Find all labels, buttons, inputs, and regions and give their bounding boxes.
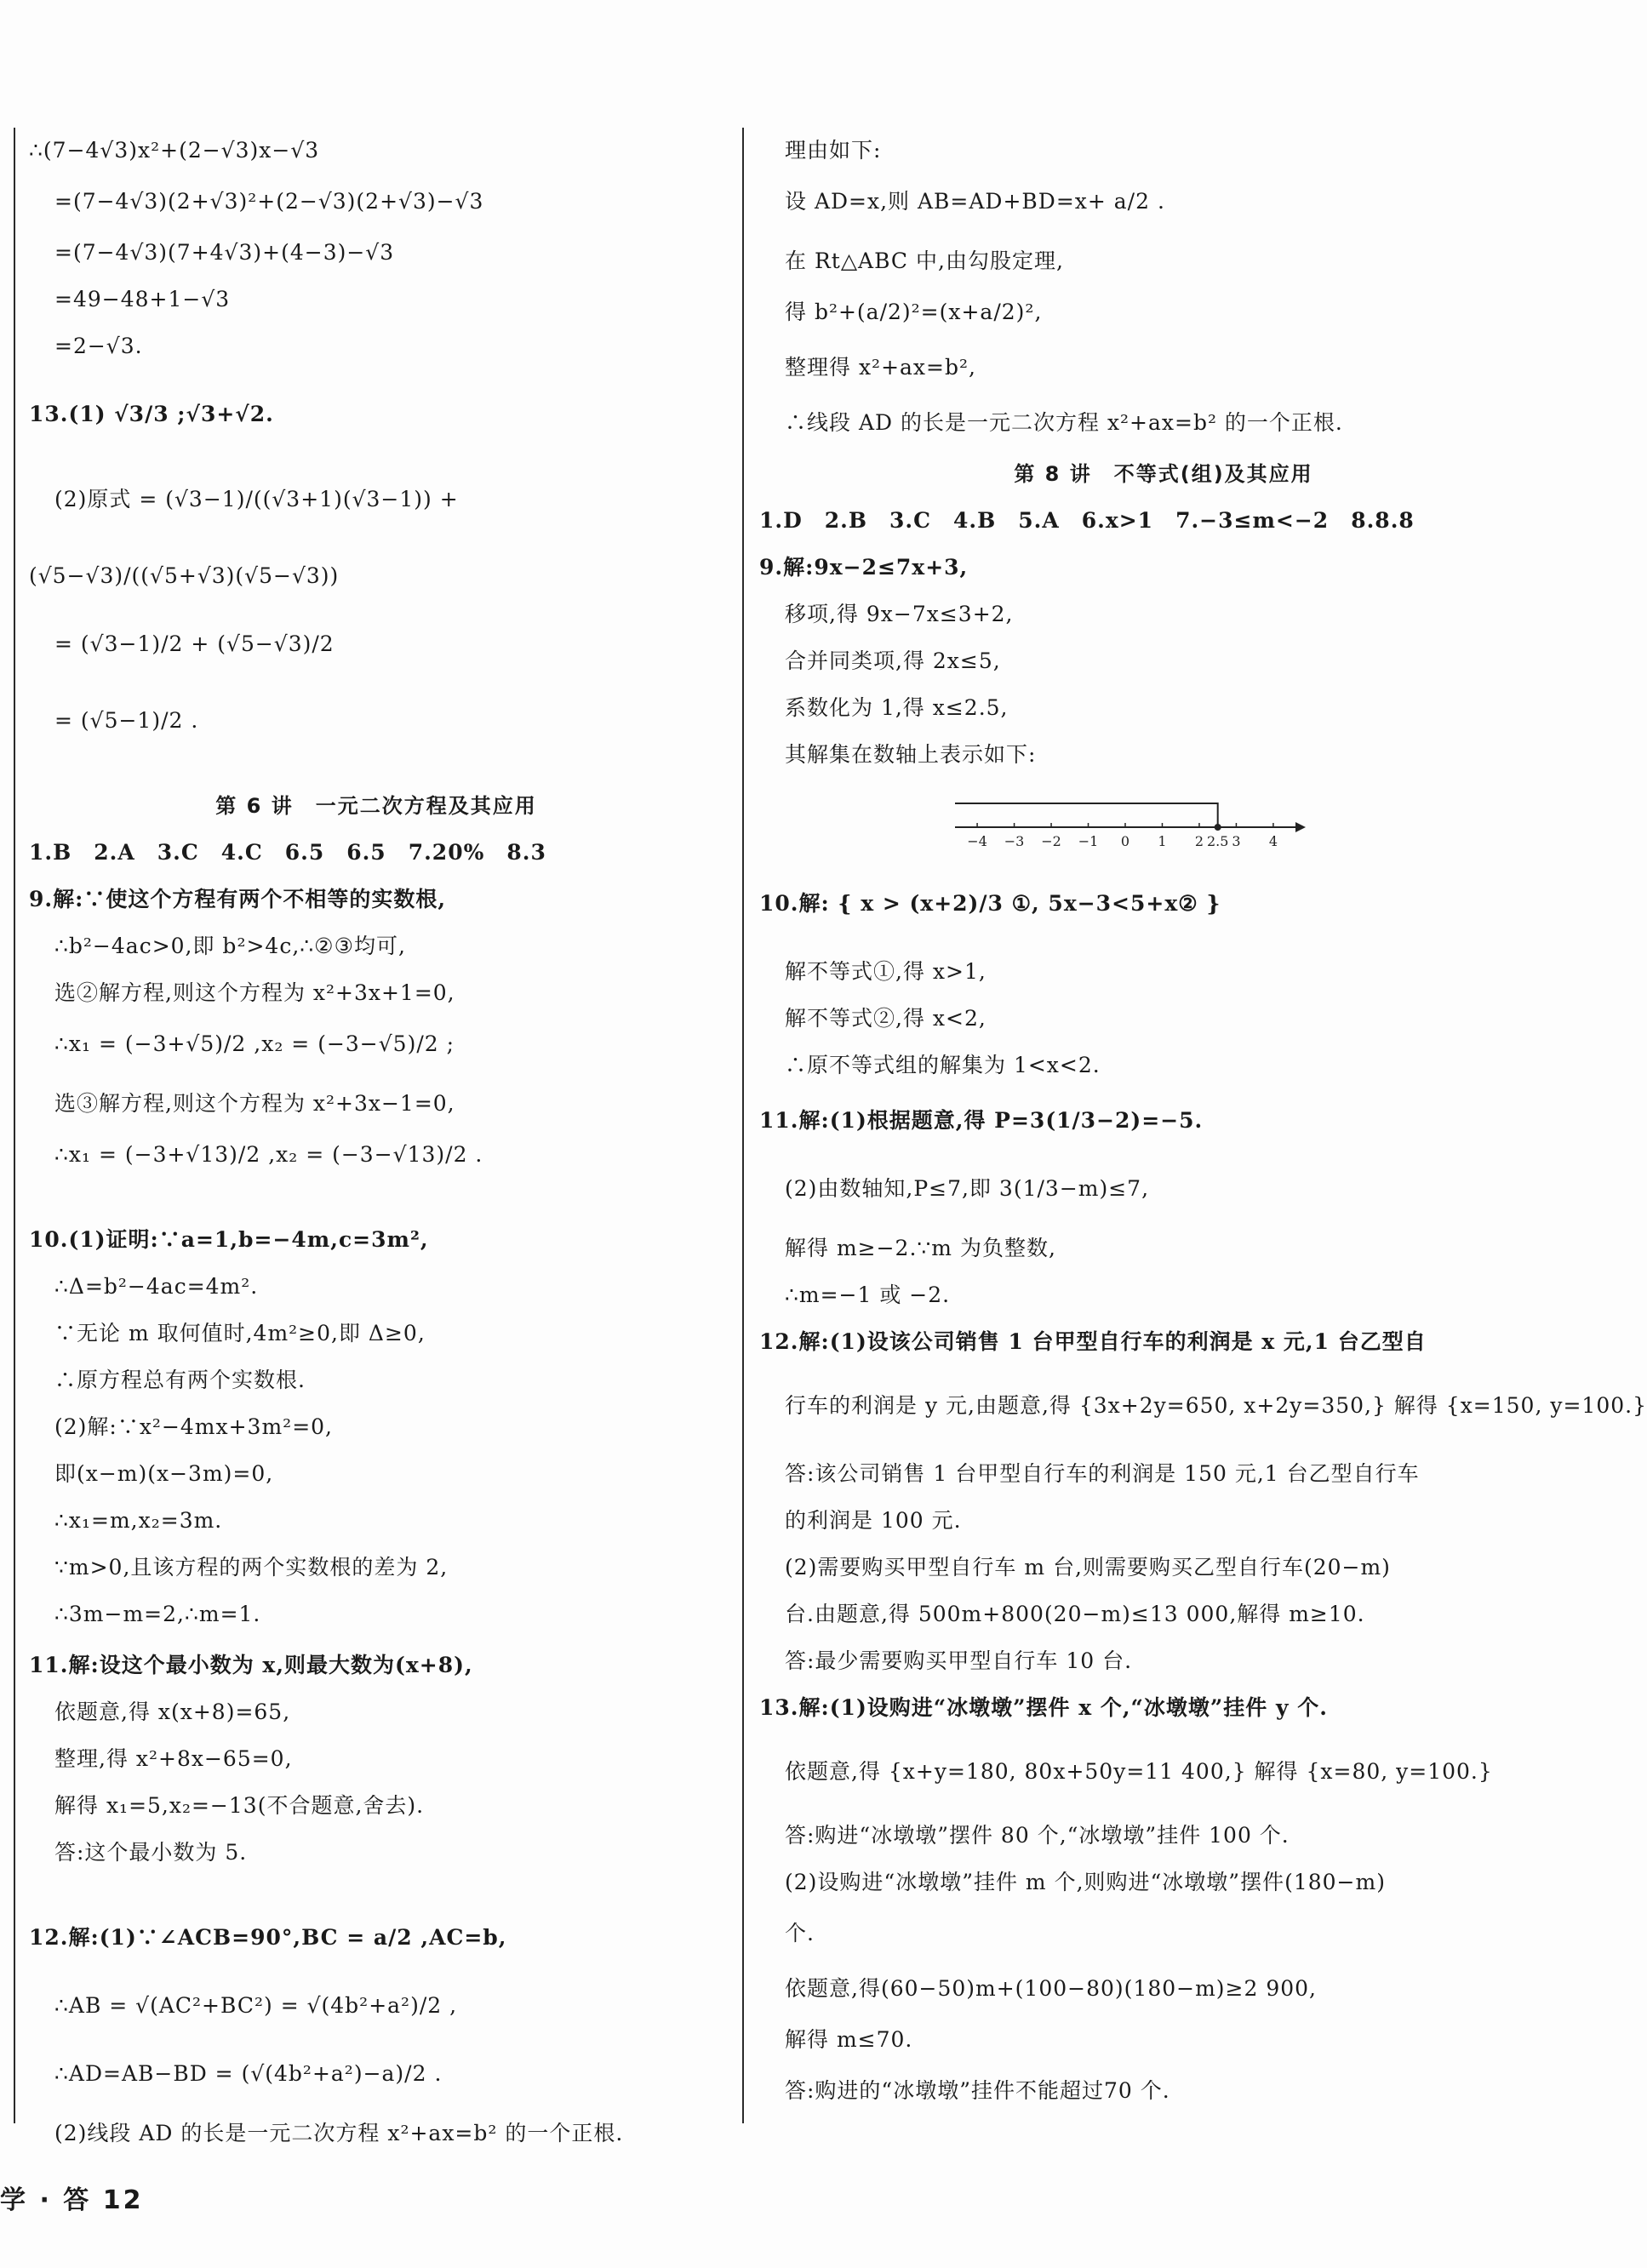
solution-set-bracket [955, 803, 1218, 827]
right_column-line: 答:购进的“冰墩墩”挂件不能超过70 个. [785, 2078, 1170, 2103]
number-line-figure [938, 785, 1312, 849]
right_column-line: 解得 m≥−2.∵m 为负整数, [785, 1236, 1056, 1260]
right_column-line: 答:购进“冰墩墩”摆件 80 个,“冰墩墩”挂件 100 个. [785, 1823, 1290, 1848]
right_column-line: 答:该公司销售 1 台甲型自行车的利润是 150 元,1 台乙型自行车 [785, 1461, 1420, 1486]
number-line-tick-label: −2 [1041, 833, 1061, 849]
number-line-tick-label: 0 [1120, 833, 1130, 849]
left_column-line: ∴AD=AB−BD = (√(4b²+a²)−a)/2 . [54, 2061, 443, 2086]
right_column-line: 解得 m≤70. [785, 2027, 913, 2052]
left_column-line: 整理,得 x²+8x−65=0, [54, 1746, 293, 1771]
left_column-line: ∴原方程总有两个实数根. [54, 1368, 306, 1392]
left_column-line: ∴(7−4√3)x²+(2−√3)x−√3 [29, 138, 320, 163]
right_column-line: 个. [785, 1921, 815, 1945]
left_column-line: 答:这个最小数为 5. [54, 1840, 248, 1865]
left_column-line: =49−48+1−√3 [54, 287, 231, 311]
number-line-tick-label: 4 [1268, 833, 1278, 849]
right_column-line: 依题意,得(60−50)m+(100−80)(180−m)≥2 900, [785, 1976, 1318, 2001]
left_column-line: 10.(1)证明:∵a=1,b=−4m,c=3m², [29, 1227, 429, 1252]
right_column-line: 12.解:(1)设该公司销售 1 台甲型自行车的利润是 x 元,1 台乙型自 [759, 1329, 1427, 1354]
right_column-line: 10.解: { x > (x+2)/3 ①, 5x−3<5+x② } [759, 891, 1221, 916]
number-line-tick-label: 3 [1232, 833, 1241, 849]
left_column-line: =2−√3. [54, 334, 143, 358]
right_column-line: 理由如下: [785, 138, 882, 163]
left_column-line: 选②解方程,则这个方程为 x²+3x+1=0, [54, 980, 455, 1005]
right_column-line: ∴原不等式组的解集为 1<x<2. [785, 1053, 1101, 1077]
right_column-line: (2)由数轴知,P≤7,即 3(1/3−m)≤7, [785, 1176, 1150, 1201]
right_column-line: 台.由题意,得 500m+800(20−m)≤13 000,解得 m≥10. [785, 1602, 1365, 1626]
left_column-line: (√5−√3)/((√5+√3)(√5−√3)) [29, 563, 340, 588]
number-line-tick-label: 2 [1194, 833, 1204, 849]
left_column-line: 11.解:设这个最小数为 x,则最大数为(x+8), [29, 1653, 473, 1677]
right_column-line: 整理得 x²+ax=b², [785, 355, 976, 380]
left_column-line: =(7−4√3)(2+√3)²+(2−√3)(2+√3)−√3 [54, 189, 484, 214]
left_column-line: (2)线段 AD 的长是一元二次方程 x²+ax=b² 的一个正根. [54, 2121, 624, 2145]
left_column-line: ∵无论 m 取何值时,4m²≥0,即 Δ≥0, [54, 1321, 426, 1345]
left_column-line: =(7−4√3)(7+4√3)+(4−3)−√3 [54, 240, 395, 265]
right_column-line: 1.D 2.B 3.C 4.B 5.A 6.x>1 7.−3≤m<−2 8.8.8 [759, 508, 1415, 533]
left_column-line: ∴b²−4ac>0,即 b²>4c,∴②③均可, [54, 934, 406, 958]
number-line-tick-label: 1 [1158, 833, 1167, 849]
left_column-line: ∴x₁=m,x₂=3m. [54, 1508, 223, 1533]
arrow-right-icon [1295, 822, 1306, 832]
right_column-line: 9.解:9x−2≤7x+3, [759, 555, 969, 580]
right_column-line: 行车的利润是 y 元,由题意,得 {3x+2y=650, x+2y=350,} 解得 {x=150, y=100.} [785, 1393, 1647, 1418]
right_column-line: 合并同类项,得 2x≤5, [785, 648, 1001, 673]
right_column-line: 答:最少需要购买甲型自行车 10 台. [785, 1648, 1133, 1673]
right_column-line: 解不等式②,得 x<2, [785, 1006, 986, 1031]
left_column-line: 9.解:∵使这个方程有两个不相等的实数根, [29, 887, 447, 911]
left_column-line: 1.B 2.A 3.C 4.C 6.5 6.5 7.20% 8.3 [29, 840, 546, 865]
left_column-line: (2)原式 = (√3−1)/((√3+1)(√3−1)) + [54, 487, 459, 511]
left_column-line: = (√3−1)/2 + (√5−√3)/2 [54, 631, 335, 656]
left_column-line: ∴AB = √(AC²+BC²) = √(4b²+a²)/2 , [54, 1993, 458, 2018]
right_column-line: 在 Rt△ABC 中,由勾股定理, [785, 249, 1064, 273]
left_column-line: 13.(1) √3/3 ;√3+√2. [29, 402, 274, 426]
left_column-line: ∴x₁ = (−3+√13)/2 ,x₂ = (−3−√13)/2 . [54, 1142, 483, 1167]
left_column-line: ∵m>0,且该方程的两个实数根的差为 2, [54, 1555, 449, 1580]
number-line-tick-label: 2.5 [1206, 833, 1229, 849]
right_column-line: (2)设购进“冰墩墩”挂件 m 个,则购进“冰墩墩”摆件(180−m) [785, 1870, 1386, 1894]
left_column-line: 即(x−m)(x−3m)=0, [54, 1461, 274, 1486]
number-line-tick-label: −3 [1004, 833, 1025, 849]
left_column-line: 12.解:(1)∵∠ACB=90°,BC = a/2 ,AC=b, [29, 1925, 507, 1950]
right_column-line: 设 AD=x,则 AB=AD+BD=x+ a/2 . [785, 189, 1165, 214]
left_column-line: 第 6 讲 一元二次方程及其应用 [215, 794, 537, 818]
left-margin-rule [14, 128, 15, 2123]
left_column-line: ∴x₁ = (−3+√5)/2 ,x₂ = (−3−√5)/2 ; [54, 1031, 455, 1056]
left_column-line: = (√5−1)/2 . [54, 708, 199, 733]
right_column-line: 13.解:(1)设购进“冰墩墩”摆件 x 个,“冰墩墩”挂件 y 个. [759, 1695, 1328, 1720]
right_column-line: 第 8 讲 不等式(组)及其应用 [1014, 462, 1313, 486]
page-footer: 学 · 答 12 [0, 2185, 144, 2215]
column-divider [742, 128, 744, 2123]
right_column-line: 解不等式①,得 x>1, [785, 959, 986, 984]
right_column-line: 其解集在数轴上表示如下: [785, 742, 1037, 767]
right_column-line: 系数化为 1,得 x≤2.5, [785, 695, 1009, 720]
right_column-line: 11.解:(1)根据题意,得 P=3(1/3−2)=−5. [759, 1108, 1204, 1133]
left_column-line: 选③解方程,则这个方程为 x²+3x−1=0, [54, 1091, 455, 1116]
right_column-line: (2)需要购买甲型自行车 m 台,则需要购买乙型自行车(20−m) [785, 1555, 1391, 1580]
right_column-line: 得 b²+(a/2)²=(x+a/2)², [785, 300, 1043, 324]
left_column-line: 依题意,得 x(x+8)=65, [54, 1700, 291, 1724]
right_column-line: ∴m=−1 或 −2. [785, 1283, 951, 1307]
number-line-tick-label: −4 [967, 833, 987, 849]
solution-endpoint-dot [1215, 824, 1221, 831]
right_column-line: ∴线段 AD 的长是一元二次方程 x²+ax=b² 的一个正根. [785, 410, 1343, 435]
left_column-line: ∴Δ=b²−4ac=4m². [54, 1274, 259, 1299]
left_column-line: (2)解:∵x²−4mx+3m²=0, [54, 1414, 333, 1439]
left_column-line: ∴3m−m=2,∴m=1. [54, 1602, 261, 1626]
right_column-line: 依题意,得 {x+y=180, 80x+50y=11 400,} 解得 {x=80, y=100.} [785, 1759, 1493, 1784]
right_column-line: 移项,得 9x−7x≤3+2, [785, 602, 1014, 626]
number-line-tick-label: −1 [1078, 833, 1099, 849]
right_column-line: 的利润是 100 元. [785, 1508, 962, 1533]
left_column-line: 解得 x₁=5,x₂=−13(不合题意,舍去). [54, 1793, 425, 1818]
